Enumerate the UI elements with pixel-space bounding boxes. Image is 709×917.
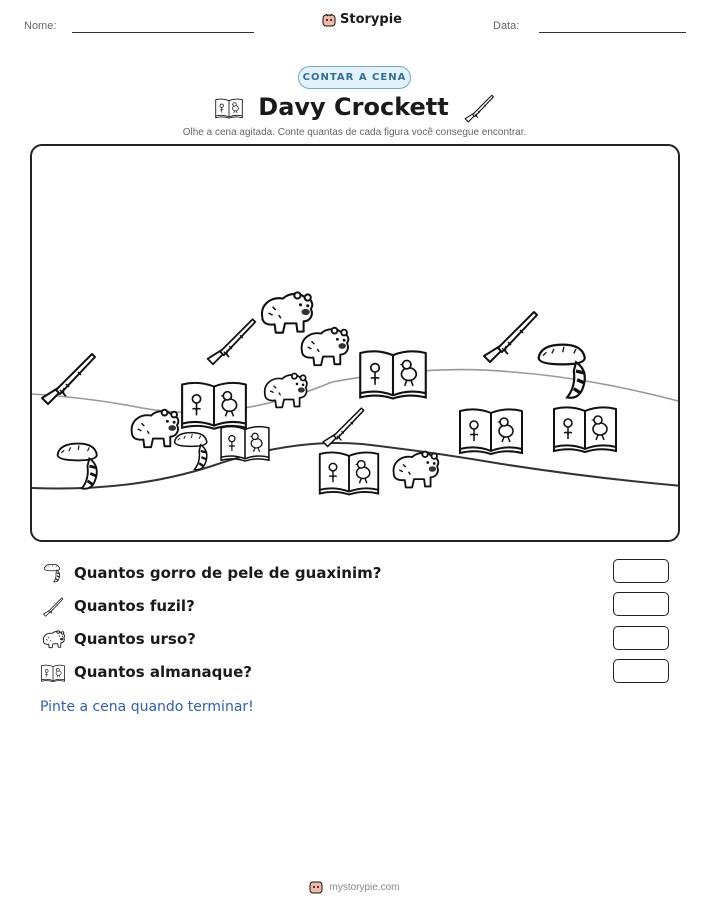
question-raccoon-hat <box>40 561 381 585</box>
raccoon-hat-icon <box>175 433 207 470</box>
question-text: Quantos almanaque? <box>74 663 252 681</box>
bear-icon <box>262 292 312 332</box>
almanac-icon <box>182 383 246 429</box>
answer-box-almanac[interactable] <box>613 659 669 683</box>
answer-box-bear[interactable] <box>613 626 669 650</box>
scene-drawing <box>32 146 680 542</box>
name-label: Nome: <box>24 20 57 32</box>
almanac-icon <box>320 452 378 494</box>
almanac-icon <box>40 661 66 683</box>
almanac-icon <box>554 407 616 452</box>
bear-icon <box>40 628 66 650</box>
footer-url: mystorypie.com <box>329 881 400 893</box>
instructions: Olhe a cena agitada. Conte quantas de cada figura você consegue encontrar. <box>182 127 527 138</box>
almanac-icon <box>221 427 269 461</box>
raccoon-hat-icon <box>40 562 66 584</box>
question-almanac <box>40 660 252 684</box>
question-text: Quantos urso? <box>74 630 196 648</box>
storypie-mascot-icon <box>309 880 323 894</box>
page-title: Davy Crockett <box>258 93 449 121</box>
brand-name: Storypie <box>340 12 402 27</box>
answer-box-rifle[interactable] <box>613 592 669 616</box>
date-label: Data: <box>493 20 520 32</box>
rifle-icon <box>484 312 537 362</box>
almanac-icon <box>460 409 522 454</box>
almanac-icon <box>214 95 244 119</box>
date-line[interactable] <box>539 32 686 33</box>
storypie-mascot-icon <box>322 13 336 27</box>
answer-box-raccoon-hat[interactable] <box>613 559 669 583</box>
name-line[interactable] <box>72 32 254 33</box>
question-bear <box>40 627 196 651</box>
footer <box>0 880 709 894</box>
bear-icon <box>132 410 179 447</box>
activity-badge: CONTAR A CENA <box>298 66 411 89</box>
question-text: Quantos gorro de pele de guaxinim? <box>74 564 382 582</box>
bear-icon <box>302 328 349 365</box>
rifle-icon <box>463 91 495 123</box>
raccoon-hat-icon <box>539 345 585 398</box>
rifle-icon <box>40 595 66 617</box>
finish-instruction: Pinte a cena quando terminar! <box>40 699 254 715</box>
bear-icon <box>394 452 439 488</box>
question-text: Quantos fuzil? <box>74 597 195 615</box>
counting-scene[interactable] <box>30 144 680 542</box>
brand-logo <box>322 12 402 27</box>
raccoon-hat-icon <box>58 444 97 489</box>
title-row <box>0 91 709 123</box>
question-rifle <box>40 594 195 618</box>
rifle-icon <box>323 408 364 446</box>
almanac-icon <box>360 351 426 398</box>
rifle-icon <box>208 319 256 364</box>
